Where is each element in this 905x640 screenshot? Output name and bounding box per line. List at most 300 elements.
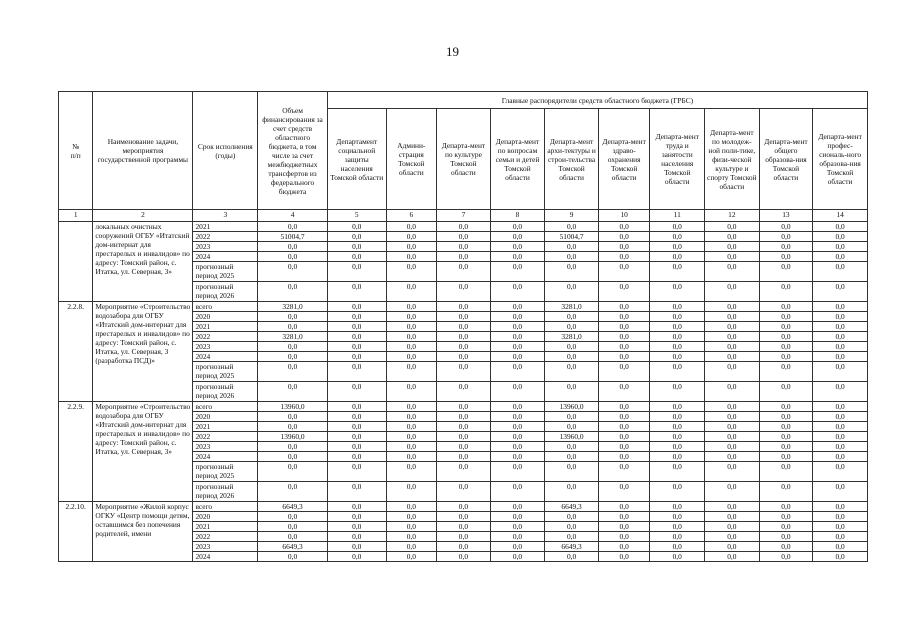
grbs-value-cell: 0,0 (813, 352, 868, 362)
item-name: Мероприятие «Жилой корпус ОГКУ «Центр помощи детям, оставшимся без попечения родителей, имени (93, 502, 193, 562)
grbs-value-cell: 0,0 (598, 352, 650, 362)
grbs-value-cell: 0,0 (598, 532, 650, 542)
grbs-value-cell: 0,0 (598, 402, 650, 412)
volume-cell: 0,0 (258, 252, 328, 262)
grbs-value-cell: 0,0 (327, 352, 386, 362)
column-number: 6 (386, 210, 437, 222)
grbs-value-cell: 0,0 (545, 442, 599, 452)
grbs-value-cell: 0,0 (327, 312, 386, 322)
grbs-value-cell: 0,0 (490, 552, 545, 562)
term-cell: всего (193, 402, 258, 412)
grbs-value-cell: 0,0 (650, 382, 705, 402)
grbs-value-cell: 0,0 (545, 282, 599, 302)
volume-cell: 6649,3 (258, 502, 328, 512)
grbs-value-cell: 0,0 (650, 312, 705, 322)
grbs-value-cell: 0,0 (813, 542, 868, 552)
grbs-value-cell: 0,0 (650, 552, 705, 562)
grbs-value-cell: 0,0 (598, 262, 650, 282)
grbs-value-cell: 0,0 (386, 362, 437, 382)
column-number: 4 (258, 210, 328, 222)
grbs-value-cell: 0,0 (813, 432, 868, 442)
grbs-value-cell: 0,0 (437, 242, 491, 252)
grbs-value-cell: 0,0 (813, 412, 868, 422)
grbs-value-cell: 0,0 (490, 232, 545, 242)
grbs-value-cell: 0,0 (327, 262, 386, 282)
grbs-value-cell: 0,0 (545, 452, 599, 462)
grbs-value-cell: 0,0 (598, 342, 650, 352)
grbs-value-cell: 0,0 (705, 362, 760, 382)
grbs-value-cell: 0,0 (650, 452, 705, 462)
grbs-value-cell: 0,0 (705, 342, 760, 352)
grbs-value-cell: 0,0 (650, 402, 705, 412)
header-grbs-7: Департа-мент труда и занятости населения Томской области (650, 109, 705, 210)
volume-cell: 0,0 (258, 362, 328, 382)
grbs-value-cell: 0,0 (545, 532, 599, 542)
grbs-value-cell: 0,0 (490, 512, 545, 522)
term-cell: прогнозный период 2025 (193, 462, 258, 482)
grbs-value-cell: 0,0 (705, 382, 760, 402)
grbs-value-cell: 0,0 (813, 452, 868, 462)
term-cell: всего (193, 302, 258, 312)
volume-cell: 0,0 (258, 222, 328, 232)
grbs-value-cell: 0,0 (386, 282, 437, 302)
term-cell: 2022 (193, 432, 258, 442)
grbs-value-cell: 0,0 (490, 262, 545, 282)
grbs-value-cell: 0,0 (490, 542, 545, 552)
grbs-value-cell: 0,0 (437, 262, 491, 282)
grbs-value-cell: 0,0 (813, 362, 868, 382)
grbs-value-cell: 0,0 (386, 242, 437, 252)
grbs-value-cell: 0,0 (650, 422, 705, 432)
grbs-value-cell: 0,0 (545, 412, 599, 422)
grbs-value-cell: 0,0 (327, 442, 386, 452)
grbs-value-cell: 0,0 (759, 382, 813, 402)
grbs-value-cell: 0,0 (437, 512, 491, 522)
volume-cell: 13960,0 (258, 402, 328, 412)
grbs-value-cell: 0,0 (759, 252, 813, 262)
volume-cell: 0,0 (258, 322, 328, 332)
grbs-value-cell: 0,0 (598, 362, 650, 382)
term-cell: 2020 (193, 312, 258, 322)
grbs-value-cell: 0,0 (545, 352, 599, 362)
grbs-value-cell: 0,0 (327, 462, 386, 482)
grbs-value-cell: 0,0 (327, 382, 386, 402)
grbs-value-cell: 0,0 (437, 412, 491, 422)
volume-cell: 51004,7 (258, 232, 328, 242)
volume-cell: 0,0 (258, 312, 328, 322)
grbs-value-cell: 0,0 (813, 482, 868, 502)
grbs-value-cell: 0,0 (327, 422, 386, 432)
grbs-value-cell: 0,0 (386, 462, 437, 482)
grbs-value-cell: 0,0 (327, 452, 386, 462)
grbs-value-cell: 0,0 (386, 302, 437, 312)
grbs-value-cell: 0,0 (437, 522, 491, 532)
volume-cell: 0,0 (258, 422, 328, 432)
item-number: 2.2.10. (59, 502, 93, 562)
grbs-value-cell: 0,0 (813, 232, 868, 242)
grbs-value-cell: 0,0 (545, 242, 599, 252)
grbs-value-cell: 0,0 (386, 222, 437, 232)
item-number (59, 222, 93, 302)
grbs-value-cell: 0,0 (705, 442, 760, 452)
grbs-value-cell: 0,0 (813, 502, 868, 512)
grbs-value-cell: 0,0 (705, 252, 760, 262)
grbs-value-cell: 0,0 (490, 322, 545, 332)
grbs-value-cell: 0,0 (327, 332, 386, 342)
grbs-value-cell: 0,0 (386, 252, 437, 262)
grbs-value-cell: 0,0 (598, 412, 650, 422)
table-row (59, 402, 868, 412)
grbs-value-cell: 0,0 (598, 522, 650, 532)
grbs-value-cell: 0,0 (386, 262, 437, 282)
volume-cell: 0,0 (258, 452, 328, 462)
grbs-value-cell: 0,0 (650, 242, 705, 252)
grbs-value-cell: 0,0 (705, 322, 760, 332)
grbs-value-cell: 0,0 (490, 382, 545, 402)
grbs-value-cell: 0,0 (327, 342, 386, 352)
grbs-value-cell: 0,0 (437, 442, 491, 452)
grbs-value-cell: 0,0 (437, 302, 491, 312)
grbs-value-cell: 0,0 (598, 242, 650, 252)
budget-table (58, 91, 868, 562)
grbs-value-cell: 0,0 (437, 552, 491, 562)
grbs-value-cell: 0,0 (759, 222, 813, 232)
term-cell: 2020 (193, 412, 258, 422)
table-row (59, 222, 868, 232)
grbs-value-cell: 0,0 (490, 412, 545, 422)
header-grbs-10: Департа-мент профес-сиональ-ного образова-ния Томской области (813, 109, 868, 210)
term-cell: 2023 (193, 442, 258, 452)
grbs-value-cell: 0,0 (545, 482, 599, 502)
grbs-value-cell: 0,0 (650, 222, 705, 232)
grbs-value-cell: 0,0 (490, 242, 545, 252)
grbs-value-cell: 0,0 (705, 422, 760, 432)
grbs-value-cell: 13960,0 (545, 432, 599, 442)
column-number: 2 (93, 210, 193, 222)
grbs-value-cell: 0,0 (598, 302, 650, 312)
volume-cell: 13960,0 (258, 432, 328, 442)
item-name: локальных очистных сооружений ОГБУ «Итатский дом-интернат для престарелых и инвалидов» по адресу: Томский район, с. Итатка, ул. Северная, 3» (93, 222, 193, 302)
grbs-value-cell: 0,0 (437, 362, 491, 382)
volume-cell: 0,0 (258, 282, 328, 302)
grbs-value-cell: 0,0 (759, 462, 813, 482)
item-name: Мероприятие «Строительство водозабора для ОГБУ «Итатский дом-интернат для престарелых и инвалидов» по адресу: Томский район, с. Итатка, ул. Северная, 3 (разработка ПСД)» (93, 302, 193, 402)
column-number: 13 (759, 210, 813, 222)
grbs-value-cell: 0,0 (759, 242, 813, 252)
term-cell: 2024 (193, 552, 258, 562)
grbs-value-cell: 0,0 (650, 432, 705, 442)
grbs-value-cell: 0,0 (705, 462, 760, 482)
grbs-value-cell: 0,0 (650, 532, 705, 542)
grbs-value-cell: 0,0 (327, 512, 386, 522)
grbs-value-cell: 0,0 (650, 482, 705, 502)
grbs-value-cell: 0,0 (705, 282, 760, 302)
grbs-value-cell: 51004,7 (545, 232, 599, 242)
grbs-value-cell: 0,0 (759, 352, 813, 362)
grbs-value-cell: 0,0 (759, 402, 813, 412)
grbs-value-cell: 0,0 (545, 362, 599, 382)
grbs-value-cell: 0,0 (705, 502, 760, 512)
page-number: 19 (446, 44, 459, 59)
grbs-value-cell: 0,0 (437, 462, 491, 482)
grbs-value-cell: 0,0 (705, 302, 760, 312)
grbs-value-cell: 0,0 (759, 552, 813, 562)
grbs-value-cell: 0,0 (759, 482, 813, 502)
item-name: Мероприятие «Строительство водозабора для ОГБУ «Итатский дом-интернат для престарелых и инвалидов» по адресу: Томский район, с. Итатка, ул. Северная, 3» (93, 402, 193, 502)
grbs-value-cell: 0,0 (705, 452, 760, 462)
grbs-value-cell: 0,0 (490, 482, 545, 502)
grbs-value-cell: 0,0 (327, 552, 386, 562)
grbs-value-cell: 0,0 (490, 332, 545, 342)
grbs-value-cell: 0,0 (813, 342, 868, 352)
grbs-value-cell: 0,0 (437, 432, 491, 442)
grbs-value-cell: 0,0 (327, 252, 386, 262)
grbs-value-cell: 0,0 (759, 512, 813, 522)
grbs-value-cell: 0,0 (545, 512, 599, 522)
grbs-value-cell: 0,0 (759, 262, 813, 282)
grbs-value-cell: 0,0 (650, 512, 705, 522)
grbs-value-cell: 0,0 (813, 262, 868, 282)
grbs-value-cell: 0,0 (598, 322, 650, 332)
term-cell: прогнозный период 2025 (193, 262, 258, 282)
grbs-value-cell: 0,0 (598, 252, 650, 262)
grbs-value-cell: 0,0 (598, 552, 650, 562)
grbs-value-cell: 0,0 (705, 532, 760, 542)
header-volume: Объем финансирования за счет средств областного бюджета, в том числе за счет межбюджетных трансфертов из федерального бюджета (258, 92, 328, 210)
grbs-value-cell: 0,0 (598, 422, 650, 432)
volume-cell: 0,0 (258, 412, 328, 422)
grbs-value-cell: 0,0 (545, 342, 599, 352)
grbs-value-cell: 6649,3 (545, 542, 599, 552)
term-cell: 2024 (193, 452, 258, 462)
header-grbs-6: Департа-мент здраво-охранения Томской области (598, 109, 650, 210)
grbs-value-cell: 0,0 (386, 532, 437, 542)
grbs-value-cell: 0,0 (437, 382, 491, 402)
grbs-value-cell: 0,0 (705, 242, 760, 252)
volume-cell: 0,0 (258, 522, 328, 532)
grbs-value-cell: 0,0 (386, 422, 437, 432)
grbs-value-cell: 0,0 (490, 532, 545, 542)
term-cell: 2024 (193, 352, 258, 362)
grbs-value-cell: 0,0 (598, 462, 650, 482)
grbs-value-cell: 0,0 (490, 362, 545, 382)
volume-cell: 3281,0 (258, 332, 328, 342)
grbs-value-cell: 0,0 (327, 302, 386, 312)
term-cell: прогнозный период 2025 (193, 362, 258, 382)
grbs-value-cell: 0,0 (386, 522, 437, 532)
grbs-value-cell: 0,0 (545, 312, 599, 322)
grbs-value-cell: 0,0 (490, 402, 545, 412)
header-grbs-1: Департамент социальной защиты населения Томской области (327, 109, 386, 210)
grbs-value-cell: 0,0 (437, 232, 491, 242)
grbs-value-cell: 0,0 (650, 362, 705, 382)
grbs-value-cell: 0,0 (327, 362, 386, 382)
grbs-value-cell: 0,0 (650, 522, 705, 532)
grbs-value-cell: 0,0 (650, 412, 705, 422)
grbs-value-cell: 0,0 (759, 282, 813, 302)
term-cell: 2020 (193, 512, 258, 522)
header-grbs-9: Департа-мент общего образова-ния Томской области (759, 109, 813, 210)
grbs-value-cell: 0,0 (437, 542, 491, 552)
grbs-value-cell: 0,0 (813, 252, 868, 262)
header-grbs-4: Департа-мент по вопросам семьи и детей Томской области (490, 109, 545, 210)
grbs-value-cell: 0,0 (545, 382, 599, 402)
term-cell: 2023 (193, 242, 258, 252)
volume-cell: 0,0 (258, 532, 328, 542)
grbs-value-cell: 0,0 (437, 422, 491, 432)
volume-cell: 0,0 (258, 512, 328, 522)
column-number: 9 (545, 210, 599, 222)
grbs-value-cell: 0,0 (813, 312, 868, 322)
grbs-value-cell: 0,0 (650, 232, 705, 242)
item-number: 2.2.9. (59, 402, 93, 502)
grbs-value-cell: 0,0 (813, 532, 868, 542)
grbs-value-cell: 0,0 (650, 282, 705, 302)
grbs-value-cell: 0,0 (705, 552, 760, 562)
grbs-value-cell: 0,0 (327, 502, 386, 512)
grbs-value-cell: 0,0 (327, 522, 386, 532)
grbs-value-cell: 0,0 (650, 502, 705, 512)
grbs-value-cell: 0,0 (327, 242, 386, 252)
grbs-value-cell: 0,0 (705, 482, 760, 502)
grbs-value-cell: 0,0 (545, 222, 599, 232)
grbs-value-cell: 0,0 (650, 352, 705, 362)
volume-cell: 6649,3 (258, 542, 328, 552)
volume-cell: 0,0 (258, 462, 328, 482)
grbs-value-cell: 0,0 (327, 402, 386, 412)
grbs-value-cell: 0,0 (545, 322, 599, 332)
term-cell: 2024 (193, 252, 258, 262)
grbs-value-cell: 0,0 (759, 452, 813, 462)
grbs-value-cell: 0,0 (759, 442, 813, 452)
grbs-value-cell: 0,0 (650, 342, 705, 352)
grbs-value-cell: 0,0 (490, 452, 545, 462)
grbs-value-cell: 0,0 (327, 482, 386, 502)
column-number: 11 (650, 210, 705, 222)
grbs-value-cell: 0,0 (598, 332, 650, 342)
grbs-value-cell: 0,0 (386, 452, 437, 462)
header-grbs-5: Департа-мент архи-тектуры и строи-тельства Томской области (545, 109, 599, 210)
grbs-value-cell: 0,0 (598, 222, 650, 232)
header-grbs-2: Админи-страция Томской области (386, 109, 437, 210)
grbs-value-cell: 0,0 (327, 542, 386, 552)
grbs-value-cell: 0,0 (650, 442, 705, 452)
grbs-value-cell: 0,0 (386, 552, 437, 562)
grbs-value-cell: 0,0 (386, 412, 437, 422)
grbs-value-cell: 0,0 (705, 522, 760, 532)
grbs-value-cell: 0,0 (813, 222, 868, 232)
grbs-value-cell: 0,0 (490, 442, 545, 452)
grbs-value-cell: 0,0 (813, 442, 868, 452)
header-no: № п/п (59, 92, 93, 210)
grbs-value-cell: 0,0 (545, 552, 599, 562)
grbs-value-cell: 0,0 (705, 312, 760, 322)
column-number: 14 (813, 210, 868, 222)
grbs-value-cell: 0,0 (598, 452, 650, 462)
grbs-value-cell: 0,0 (545, 522, 599, 532)
grbs-value-cell: 0,0 (437, 352, 491, 362)
grbs-value-cell: 0,0 (598, 512, 650, 522)
grbs-value-cell: 0,0 (813, 332, 868, 342)
volume-cell: 0,0 (258, 352, 328, 362)
grbs-value-cell: 0,0 (437, 502, 491, 512)
grbs-value-cell: 6649,3 (545, 502, 599, 512)
volume-cell: 0,0 (258, 552, 328, 562)
grbs-value-cell: 0,0 (705, 352, 760, 362)
grbs-value-cell: 0,0 (759, 312, 813, 322)
term-cell: 2022 (193, 532, 258, 542)
grbs-value-cell: 0,0 (759, 422, 813, 432)
grbs-value-cell: 0,0 (386, 512, 437, 522)
grbs-value-cell: 0,0 (705, 332, 760, 342)
grbs-value-cell: 0,0 (650, 302, 705, 312)
term-cell: 2023 (193, 342, 258, 352)
grbs-value-cell: 0,0 (386, 352, 437, 362)
grbs-value-cell: 0,0 (437, 482, 491, 502)
grbs-value-cell: 0,0 (386, 342, 437, 352)
header-grbs-title: Главные распорядители средств областного бюджета (ГРБС) (327, 92, 867, 109)
grbs-value-cell: 0,0 (437, 452, 491, 462)
column-number: 1 (59, 210, 93, 222)
grbs-value-cell: 0,0 (598, 282, 650, 302)
grbs-value-cell: 0,0 (545, 462, 599, 482)
grbs-value-cell: 0,0 (386, 322, 437, 332)
grbs-value-cell: 3281,0 (545, 332, 599, 342)
grbs-value-cell: 0,0 (490, 222, 545, 232)
term-cell: 2022 (193, 332, 258, 342)
table-row (59, 502, 868, 512)
grbs-value-cell: 0,0 (650, 322, 705, 332)
grbs-value-cell: 0,0 (437, 322, 491, 332)
column-number: 5 (327, 210, 386, 222)
grbs-value-cell: 0,0 (545, 422, 599, 432)
grbs-value-cell: 0,0 (650, 542, 705, 552)
grbs-value-cell: 0,0 (598, 482, 650, 502)
grbs-value-cell: 0,0 (437, 282, 491, 302)
grbs-value-cell: 0,0 (327, 232, 386, 242)
grbs-value-cell: 0,0 (813, 512, 868, 522)
grbs-value-cell: 0,0 (759, 502, 813, 512)
grbs-value-cell: 0,0 (705, 512, 760, 522)
grbs-value-cell: 0,0 (759, 322, 813, 332)
term-cell: 2022 (193, 232, 258, 242)
term-cell: 2021 (193, 322, 258, 332)
grbs-value-cell: 0,0 (386, 312, 437, 322)
grbs-value-cell: 0,0 (490, 432, 545, 442)
column-number: 8 (490, 210, 545, 222)
column-number: 3 (193, 210, 258, 222)
grbs-value-cell: 0,0 (759, 522, 813, 532)
grbs-value-cell: 0,0 (705, 412, 760, 422)
grbs-value-cell: 0,0 (705, 222, 760, 232)
grbs-value-cell: 0,0 (490, 312, 545, 322)
grbs-value-cell: 0,0 (598, 432, 650, 442)
grbs-value-cell: 0,0 (813, 382, 868, 402)
grbs-value-cell: 0,0 (490, 462, 545, 482)
grbs-value-cell: 0,0 (490, 342, 545, 352)
grbs-value-cell: 0,0 (490, 502, 545, 512)
grbs-value-cell: 0,0 (650, 332, 705, 342)
grbs-value-cell: 0,0 (386, 232, 437, 242)
grbs-value-cell: 0,0 (327, 322, 386, 332)
volume-cell: 0,0 (258, 482, 328, 502)
term-cell: прогнозный период 2026 (193, 482, 258, 502)
item-number: 2.2.8. (59, 302, 93, 402)
grbs-value-cell: 0,0 (437, 402, 491, 412)
grbs-value-cell: 0,0 (490, 522, 545, 532)
grbs-value-cell: 0,0 (545, 262, 599, 282)
term-cell: прогнозный период 2026 (193, 282, 258, 302)
